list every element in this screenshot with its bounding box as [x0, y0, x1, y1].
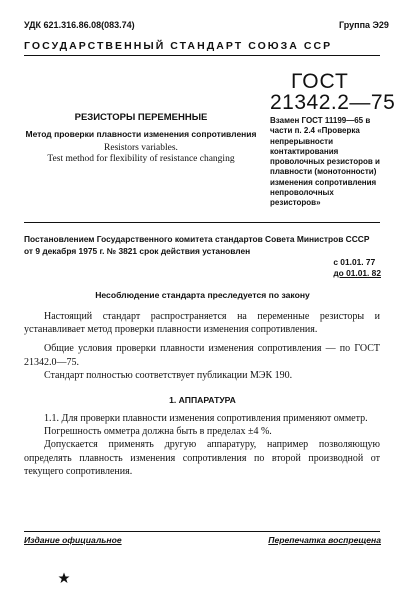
- standard-title: ГОСУДАРСТВЕННЫЙ СТАНДАРТ СОЮЗА ССР: [24, 40, 333, 52]
- paragraph: Допускается применять другую аппаратуру, например позволяющую определять плавность изменения сопротивления по второй производной от текущего сопротивления.: [24, 439, 380, 477]
- decree-text: Постановлением Государственного комитета стандартов Совета Министров СССР от 9 декабря 1975 г. № 3821 срок действия установлен: [24, 234, 370, 256]
- intro-body: [24, 310, 380, 382]
- star-icon: [58, 572, 70, 584]
- replaces-note: Взамен ГОСТ 11199—65 в части п. 2.4 «Проверка непрерывности контактирования проволочных резисторов и плавности (монотонности) изменения сопротивления непроволочных резисторов»: [270, 116, 380, 208]
- validity-period: [333, 257, 381, 279]
- paragraph: 1.1. Для проверки плавности изменения сопротивления применяют омметр.: [44, 413, 368, 424]
- gost-label: ГОСТ: [291, 70, 349, 93]
- validity-from: с 01.01. 77: [333, 257, 376, 267]
- paragraph: Погрешность омметра должна быть в пределах ±4 %.: [44, 426, 272, 438]
- section-heading: 1. АППАРАТУРА: [169, 395, 236, 405]
- law-note: Несоблюдение стандарта преследуется по закону: [95, 290, 310, 300]
- section-body: [24, 412, 380, 478]
- validity-to: до 01.01. 82: [333, 268, 381, 278]
- bottom-divider: [24, 531, 380, 532]
- official-edition-note: Издание официальное: [24, 535, 122, 545]
- top-divider: [24, 55, 380, 56]
- document-subtitle-ru: Метод проверки плавности изменения сопротивления: [25, 129, 257, 139]
- paragraph: Общие условия проверки плавности изменения сопротивления — по ГОСТ 21342.0—75.: [24, 343, 380, 368]
- reprint-prohibited-note: Перепечатка воспрещена: [268, 535, 381, 545]
- document-title-en: Resistors variables.: [104, 143, 178, 153]
- document-title-ru: РЕЗИСТОРЫ ПЕРЕМЕННЫЕ: [74, 112, 208, 123]
- middle-divider: [24, 222, 380, 223]
- paragraph: Настоящий стандарт распространяется на переменные резисторы и устанавливает метод проверки плавности изменения сопротивления.: [24, 311, 380, 336]
- document-title-block: [22, 112, 260, 165]
- document-subtitle-en: Test method for flexibility of resistance changing: [47, 154, 235, 164]
- udc-code: УДК 621.316.86.08(083.74): [24, 20, 135, 30]
- paragraph: Стандарт полностью соответствует публикации МЭК 190.: [44, 369, 293, 381]
- gost-number: 21342.2—75: [270, 91, 396, 114]
- group-code: Группа Э29: [339, 20, 389, 30]
